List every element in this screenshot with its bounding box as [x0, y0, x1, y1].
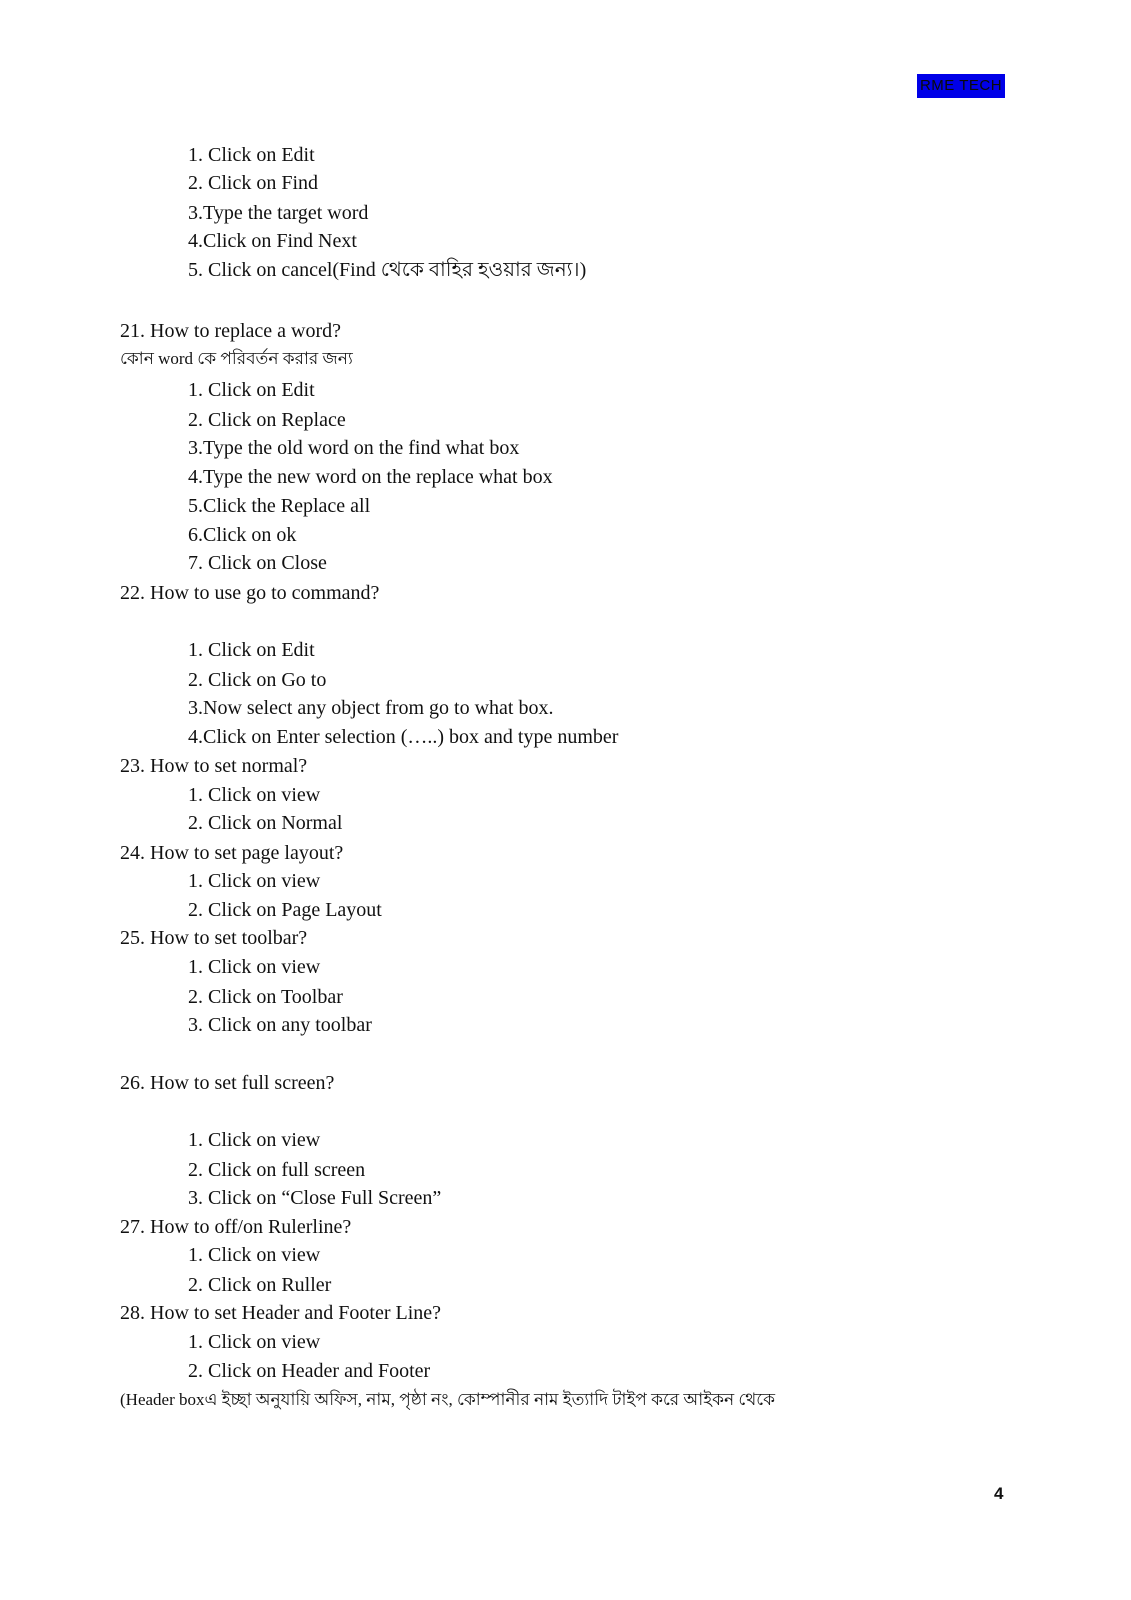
step-line: 2. Click on Go to [188, 669, 327, 691]
question-heading: 22. How to use go to command? [120, 582, 380, 604]
step-line: 4.Click on Enter selection (…..) box and type number [188, 726, 619, 748]
question-heading: 28. How to set Header and Footer Line? [120, 1302, 442, 1324]
question-heading: 25. How to set toolbar? [120, 927, 308, 949]
step-line: 2. Click on Normal [188, 812, 343, 834]
step-line: 5. Click on cancel(Find থেকে বাহির হওয়ার জন্য।) [188, 259, 587, 281]
step-line: 2. Click on Toolbar [188, 986, 343, 1008]
step-line: 2. Click on Page Layout [188, 899, 382, 921]
header-label: RME TECH [917, 74, 1005, 98]
step-line: 1. Click on view [188, 1244, 321, 1266]
bengali-note: (Header boxএ ইচ্ছা অনুযায়ি অফিস, নাম, পৃষ্ঠা নং, কোম্পানীর নাম ইত্যাদি টাইপ করে আইকন থেকে [120, 1390, 775, 1409]
step-line: 3.Type the target word [188, 202, 369, 224]
step-line: 5.Click the Replace all [188, 495, 371, 517]
step-line: 1. Click on Edit [188, 379, 315, 401]
step-line: 1. Click on Edit [188, 639, 315, 661]
bengali-note: কোন word কে পরিবর্তন করার জন্য [120, 349, 353, 368]
question-heading: 26. How to set full screen? [120, 1072, 335, 1094]
step-line: 2. Click on Header and Footer [188, 1360, 431, 1382]
question-heading: 23. How to set normal? [120, 755, 308, 777]
question-heading: 27. How to off/on Rulerline? [120, 1216, 352, 1238]
step-line: 3.Now select any object from go to what box. [188, 697, 554, 719]
step-line: 6.Click on ok [188, 524, 297, 546]
step-line: 1. Click on view [188, 956, 321, 978]
step-line: 4.Type the new word on the replace what box [188, 466, 553, 488]
step-line: 2. Click on Ruller [188, 1274, 332, 1296]
page-number: 4 [994, 1484, 1004, 1503]
step-line: 1. Click on view [188, 870, 321, 892]
step-line: 1. Click on view [188, 1129, 321, 1151]
step-line: 2. Click on Replace [188, 409, 346, 431]
question-heading: 24. How to set page layout? [120, 842, 344, 864]
step-line: 4.Click on Find Next [188, 230, 357, 252]
step-line: 1. Click on view [188, 784, 321, 806]
step-line: 3.Type the old word on the find what box [188, 437, 520, 459]
step-line: 7. Click on Close [188, 552, 327, 574]
step-line: 2. Click on Find [188, 172, 319, 194]
step-line: 3. Click on any toolbar [188, 1014, 372, 1036]
step-line: 1. Click on Edit [188, 144, 315, 166]
step-line: 2. Click on full screen [188, 1159, 366, 1181]
question-heading: 21. How to replace a word? [120, 320, 342, 342]
step-line: 1. Click on view [188, 1331, 321, 1353]
step-line: 3. Click on “Close Full Screen” [188, 1187, 442, 1209]
